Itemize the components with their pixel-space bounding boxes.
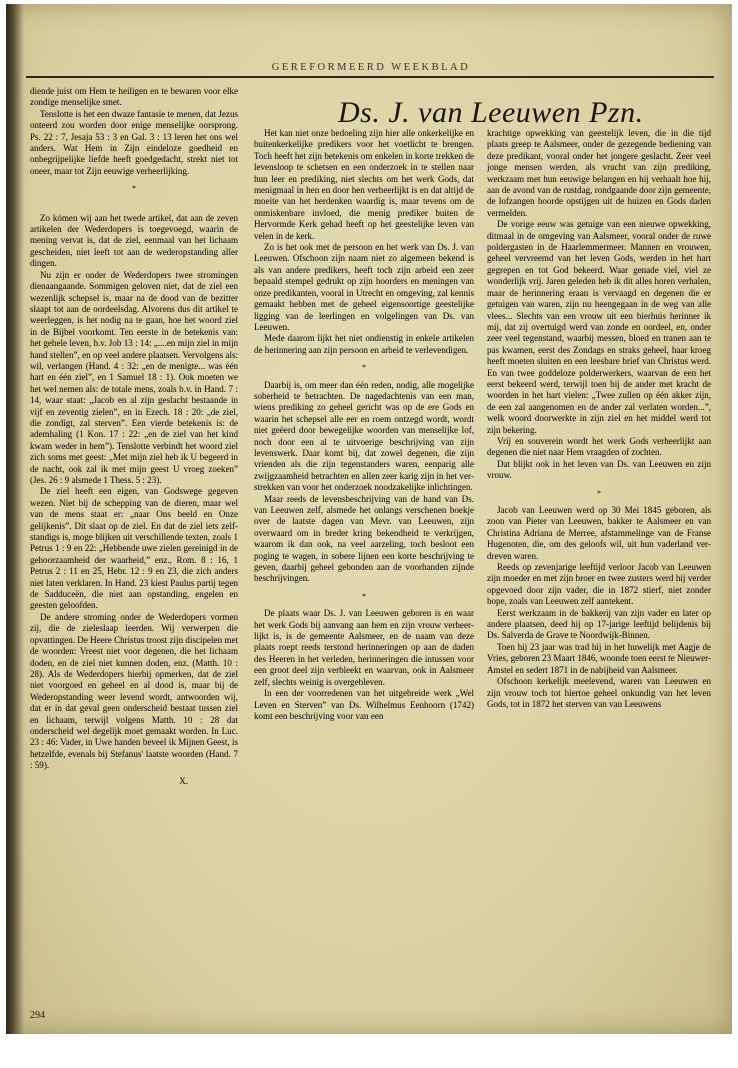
section-separator: * <box>597 488 601 498</box>
paragraph: De ziel heeft een eigen, van Godswege gegeven wezen. Niet bij de schepping van de dieren, maar wel van de mens staat er: „naar Ons beeld en Onze gelijkenis”. Dit slaat op de ziel. En dat de ziel iets zelfstandigs is, moge blijken uit verschillende texten, zoals 1 Petrus 1 : 9 en 22: „Hebbende uwe zielen gereinigd in de gehoorzaamheid der waarheid,” enz., Rom. 8 : 16, 1 Petrus 2 : 11 en 25, Hebr. 12 : 9 en 23, die zich anders niet laten verklaren. In Hand. 23 kiest Paulus partij tegen de Sadduceën, die niet aan opstanding, engelen en geesten geloofden. <box>30 486 238 611</box>
paragraph: Jacob van Leeuwen werd op 30 Mei 1845 geboren, als zoon van Pieter van Leeuwen, bakker te Aalsmeer en van Christina Adriana de Merree, afstammelinge van de Franse Hugenoten, die, om des geloofs wil, uit hun vaderland verdreven waren. <box>487 505 711 561</box>
paragraph: Het kan niet onze bedoeling zijn hier alle onkerkelijke en buitenkerkelijke predikers voor het voetlicht te brengen. Toch heeft het zijn betekenis om enkelen in korte trekken de levensloop te schetsen en een onderzoek in te stellen naar hun leer en prediking, niet slechts om het werk Gods, dat menigmaal in hen en door hen verheerlijkt is en dat altijd de moeite van het herdenken waardig is, maar tevens om de onmiskenbare invloed, die menig prediker buiten de Hervormde Kerk gehad heeft op het geestelijke leven van velen in de kerk. <box>254 128 474 241</box>
paragraph: krachtige opwekking van geestelijk leven, die in die tijd plaats greep te Aalsmeer, onder de gezegende bediening van deze predikant, vooral onder het jongere geslacht. Zeer veel jonge mensen werden, als vrucht van zijn prediking, werkzaam met hun eeuwige belangen en hij verhaalt hoe hij, aan de avond van de rustdag, rondgaande door zijn gemeente, de lofzangen hoorde opstijgen uit de huizen en Gods daden vermelden. <box>487 128 711 218</box>
paragraph: Zo is het ook met de persoon en het werk van Ds. J. van Leeuwen. Ofschoon zijn naam niet zo algemeen bekend is als van andere predikers, heeft toch zijn arbeid een zeer bepaald stempel gedrukt op zijn hoorders en meningen van onze predikanten, vooral in Utrecht en omgeving, zal kennis gemaakt hebben met de geheel eigensoortige geestelijke ligging van de leerlingen en volgelingen van Ds. van Leeuwen. <box>254 242 474 332</box>
paragraph: Nu zijn er onder de Wederdopers twee stromingen dienaangaande. Sommigen geloven niet, dat de ziel een wezenlijk schepsel is, maar na de dood van de bezitter slaapt tot aan de oordeelsdag. Alvorens dus dit artikel te weerleggen, is het nodig na te gaan, hoe het woord ziel in de Bijbel voorkomt. Ten eerste in de betekenis van: het gehele leven, b.v. Job 13 : 14: „....en mijn ziel in mijn hand stellen”, en op veel andere plaatsen. Vervolgens als: wil, verlangen (Hand. 4 : 32: „en de menigte... was één hart en één ziel”, en 1 Samuel 18 : 1). Ook moeten we het wel nemen als: de totale mens, zoals b.v. in Hand. 7 : 14, waar staat: „Jacob en al zijn geslacht bestaande in vijf en zeventig zielen”, en in Ezech. 18 : 20: „de ziel, die zondigt, zal sterven”. Een vierde betekenis is: de ademhaling (1 Kon. 17 : 22: „en de ziel van het kind kwam weder in hem”). Tenslotte verbindt het woord ziel zich soms met geest: „Met mijn ziel heb ik U begeerd in de nacht, ook zal ik met mijn geest U vroeg zoeken” (Jes. 26 : 9 alsmede 1 Thess. 5 : 23). <box>30 269 238 485</box>
page-number: 294 <box>30 1010 45 1021</box>
binding-shadow <box>6 4 24 1034</box>
section-separator: * <box>362 591 366 601</box>
paragraph: De plaats waar Ds. J. van Leeuwen geboren is en waar het werk Gods bij aanvang aan hem en zijn vrouw verheerlijkt is, is de gemeente Aalsmeer, en de naam van deze plaats roept reeds terstond herinneringen op aan de daden des Heeren in het verleden, herinneringen die intussen voor een groot deel zijn verbleekt en waarvan, ook in Aalsmeer zelf, slechts weinig is overgebleven. <box>254 608 474 687</box>
paragraph: Zo kómen wij aan het twede artikel, dat aan de zeven artikelen der Wederdopers is toegevoegd, waarin de mening vervat is, dat de ziel, eenmaal van het lichaam gescheiden, niet leeft tot aan de wederopstanding aller dingen. <box>30 212 238 269</box>
paragraph: Toen hij 23 jaar was trad hij in het huwelijk met Aagje de Vries, geboren 23 Maart 1846, woonde toen eerst te Nieuwer-Amstel en sedert 1871 in de nabijheid van Aalsmeer. <box>487 641 711 675</box>
paragraph: Reeds op zevenjarige leeftijd verloor Jacob van Leeuwen zijn moeder en met zijn broer en twee zusters werd hij verder opgevoed door zijn vader, die in 1872 stierf, niet zonder hope, zoals van Leeuwen zelf aantekent. <box>487 562 711 607</box>
running-header: GEREFORMEERD WEEKBLAD <box>271 62 471 73</box>
section-separator: * <box>132 184 136 194</box>
header-rule <box>26 76 714 78</box>
paragraph: Daarbij is, om meer dan één reden, nodig, alle mogelijke soberheid te betrachten. De nagedachtenis van een man, wiens prediking zo geheel gericht was op de ere Gods en waarin het schepsel alle eer en roem ontzegd wordt, wordt niet geëerd door bewegelijke woorden van menselijke lof, noch door een al te uitvoerige beschrijving van zijn levenswerk. Daar komt bij, dat zowel degenen, die zijn vrienden als die zijn tegenstanders waren, eenparig alle zwijgzaamheid betrachten en allen zeer karig zijn in het verstrekken van voor het onderzoek noodzakelijke inlichtingen. <box>254 379 474 493</box>
article-title: Ds. J. van Leeuwen Pzn. <box>338 96 644 129</box>
column-middle <box>254 128 474 1008</box>
paragraph: Mede daarom lijkt het niet ondienstig in enkele artikelen de herinnering aan zijn persoon en arbeid te verlevendigen. <box>254 333 474 355</box>
paragraph: Dat blijkt ook in het leven van Ds. van Leeuwen en zijn vrouw. <box>487 458 711 481</box>
column-left <box>30 86 238 1006</box>
paragraph: diende juist om Hem te heiligen en te bewaren voor elke zondige menselijke smet. <box>30 86 238 108</box>
column-right <box>487 128 711 1008</box>
paragraph: Tenslotte is het een dwaze fantasie te menen, dat Jezus onteerd zou worden door enige menselijke oorsprong. Ps. 22 : 7, Jesaja 53 : 3 en Gal. 3 : 13 leren het ons wel anders. Wat Hem in Zijn eindeloze goedheid en onbegrijpelijke liefde heeft goedgedacht, strekt niet tot oneer, maar tot Zijn eeuwige verheerlijking. <box>30 108 238 176</box>
paragraph: Eerst werkzaam in de bakkerij van zijn vader en later op andere plaatsen, deed hij op 17-jarige leeftijd belijdenis bij Ds. Salverda de Grave te Noordwijk-Binnen. <box>487 607 711 641</box>
paragraph: De vorige eeuw was getuige van een nieuwe opwekking, ditmaal in de omgeving van Aalsmeer, vooral onder de ruwe poldergasten in de Haarlemmermeer. Mannen en vrouwen, geheel vervreemd van het leven Gods, werden in het hart gegrepen en tot God bekeerd. Waar genade viel, viel ze wonderlijk vrij. Jaren geleden heb ik dit alles horen verhalen, maar de herinnering eraan is vervaagd en degenen die er getuigen van waren, zijn nu heengegaan in de weg van alle vlees... Slechts van een vrouw uit een bierhuis herinner ik mij, dat zij overtuigd werd van zonde en oordeel, en, onder zeer veel tegenstand, waarbij messen, bloed en tranen aan te pas kwamen, eerst des Zondags en straks geheel, haar kroeg heeft moeten sluiten en een leesbare brief van Christus werd. En van twee goddeloze polderwerkers, waarvan de een het eerst bekeerd werd, terwijl toen bij de ander met kracht de woorden in het hart vielen: „Twee zullen op één akker zijn, de een zal aangenomen en de ander zal verlaten worden...”, welk woord doorwerkte in zijn ziel en het middel werd tot zijn bekering. <box>487 219 711 435</box>
paragraph: Vrij en souverein wordt het werk Gods verheerlijkt aan degenen die niet naar Hem vraagden of zochten. <box>487 435 711 458</box>
section-separator: * <box>362 363 366 373</box>
author-signature: X. <box>179 775 188 786</box>
paragraph: Maar reeds de levensbeschrijving van de hand van Ds. van Leeuwen zelf, alsmede het onlangs verschenen boekje over de laatste dagen van Mevr. van Leeuwen, zijn overwaard om in breder kring bekendheid te verkrijgen, waarom ik dan ook, na veel aarzeling, toch besloot een poging te wagen, in sobere lijnen een korte beschrijving te geven, daarbij geheel gebonden aan de voorhanden zijnde beschrijvingen. <box>254 493 474 584</box>
paragraph: Ofschoon kerkelijk meelevend, waren van Leeuwen en zijn vrouw toch tot hiertoe geheel onkundig van het leven Gods, tot in 1872 het sterven van van Leeuwens <box>487 676 711 709</box>
paragraph: De andere stroming onder de Wederdopers vormen zij, die de zieleslaap leerden. Wij verwerpen die opvattingen. De Heere Christus troost zijn discipelen met de woorden: Vreest niet voor degenen, die het lichaam doden, en de ziel niet kunnen doden, enz. (Matth. 10 : 28). Als de Wederdopers hierbij opmerken, dat de ziel niet voorgoed en geheel en al dood is, maar bij de Wederopstanding weer levend wordt, antwoorden wij, dat er in dat geval geen onderscheid bestaat tussen ziel en lichaam, terwijl volgens Matth. 10 : 28 dat onderscheid wel degelijk moet gemaakt worden. In Luc. 23 : 46: Vader, in Uwe handen beveel ik Mijnen Geest, is hetzelfde, evenals bij Stefanus' laatste woorden (Hand. 7 : 59). <box>30 611 238 771</box>
paragraph: In een der voorredenen van het uitgebreide werk „Wel Leven en Sterven” van Ds. Wilhelmus Eenhoorn (1742) komt een beschrijving voor van een <box>254 688 474 721</box>
